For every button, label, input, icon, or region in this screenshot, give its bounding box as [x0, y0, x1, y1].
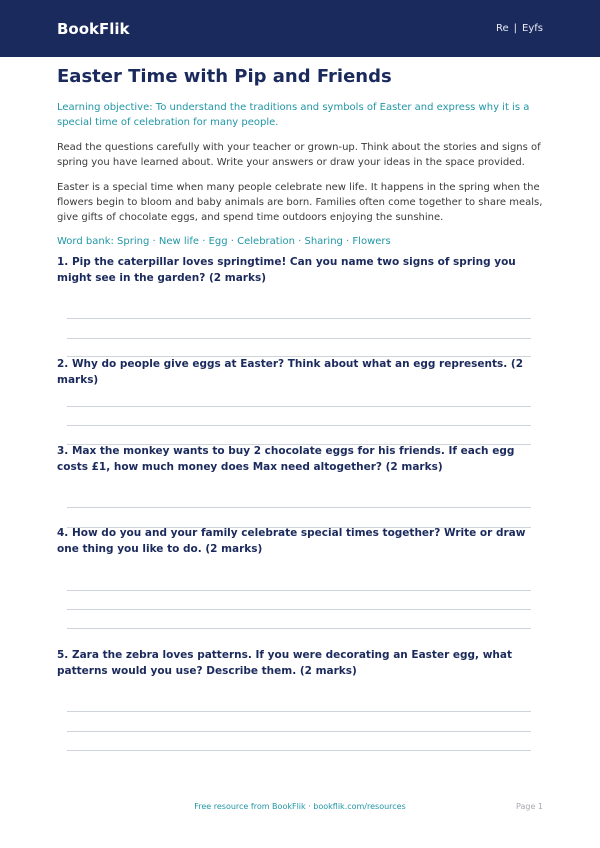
word-bank: Word bank: Spring · New life · Egg · Celebration · Sharing · Flowers — [57, 236, 391, 247]
answer-line[interactable] — [67, 628, 531, 629]
footer-source[interactable]: Free resource from BookFlik · bookflik.com/resources — [194, 802, 406, 811]
brand-logo[interactable]: BookFlik — [57, 19, 130, 38]
instructions: Read the questions carefully with your teacher or grown-up. Think about the stories and signs of spring you have learned about. Write your answers or draw your ideas in the space provided. — [57, 142, 541, 168]
answer-line[interactable] — [67, 318, 531, 319]
answer-line[interactable] — [67, 750, 531, 751]
question-4: 4. How do you and your family celebrate special times together? Write or draw one thing you like to do. (2 marks) — [57, 527, 526, 555]
answer-line[interactable] — [67, 425, 531, 426]
answer-line[interactable] — [67, 609, 531, 610]
answer-line[interactable] — [67, 406, 531, 407]
question-1: 1. Pip the caterpillar loves springtime! Can you name two signs of spring you might see in the garden? (2 marks) — [57, 256, 516, 284]
answer-line[interactable] — [67, 711, 531, 712]
top-bar — [0, 0, 600, 57]
breadcrumb-level[interactable]: Eyfs — [522, 23, 543, 34]
breadcrumb — [496, 23, 543, 34]
question-5: 5. Zara the zebra loves patterns. If you were decorating an Easter egg, what patterns would you use? Describe them. (2 marks) — [57, 649, 512, 677]
page-number: Page 1 — [516, 802, 543, 811]
page-title: Easter Time with Pip and Friends — [57, 66, 392, 87]
question-2: 2. Why do people give eggs at Easter? Think about what an egg represents. (2 marks) — [57, 358, 524, 386]
breadcrumb-subject[interactable]: Re — [496, 23, 509, 34]
worksheet-intro — [57, 66, 543, 247]
intro-paragraph: Easter is a special time when many people celebrate new life. It happens in the spring when the flowers begin to bloom and baby animals are born. Families often come together to share meals, give gifts of chocolate eggs, and spend time outdoors enjoying the sunshine. — [57, 182, 543, 223]
answer-line[interactable] — [67, 731, 531, 732]
answer-line[interactable] — [67, 590, 531, 591]
breadcrumb-separator: | — [513, 23, 518, 34]
question-3: 3. Max the monkey wants to buy 2 chocolate eggs for his friends. If each egg costs £1, how much money does Max need altogether? (2 marks) — [57, 445, 515, 473]
answer-line[interactable] — [67, 507, 531, 508]
answer-line[interactable] — [67, 338, 531, 339]
learning-objective: Learning objective: To understand the traditions and symbols of Easter and express why it is a special time of celebration for many people. — [57, 102, 530, 128]
